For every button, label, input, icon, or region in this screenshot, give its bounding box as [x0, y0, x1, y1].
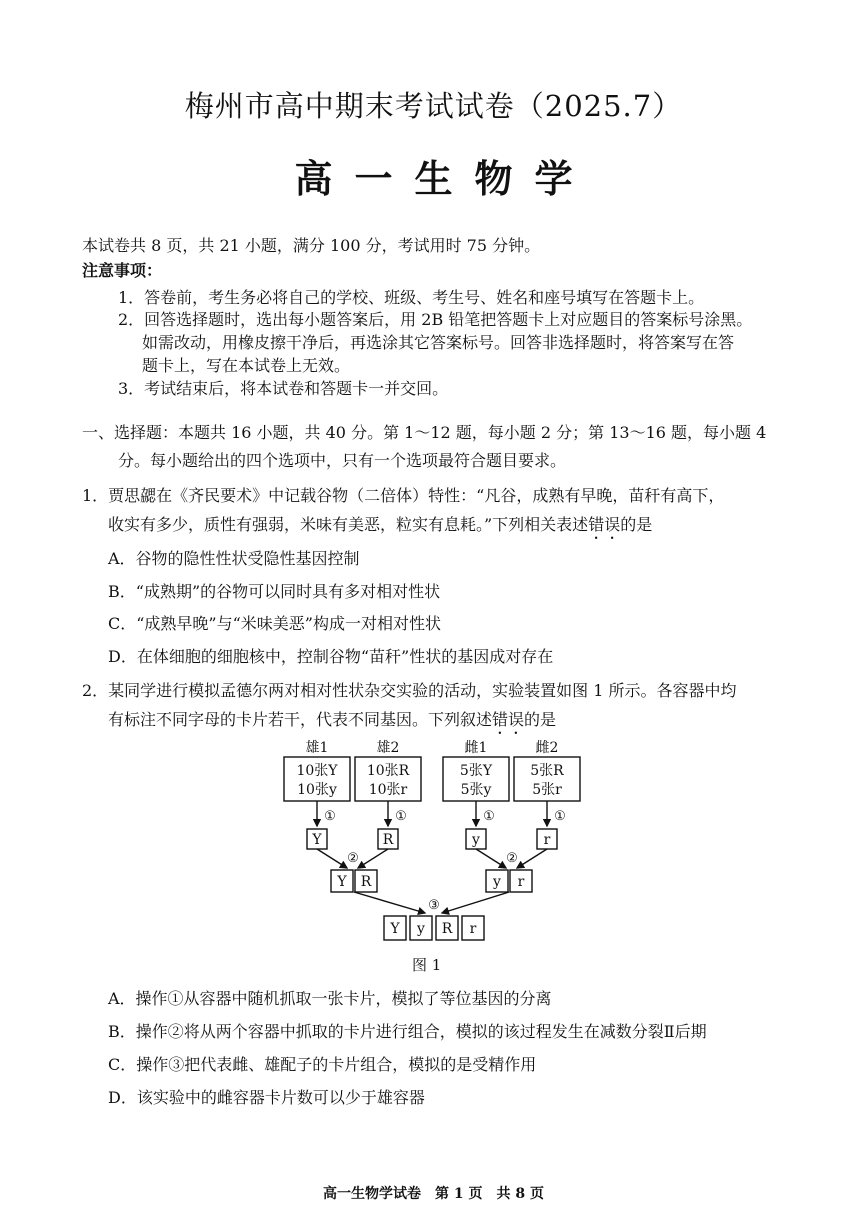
female-1-count-1: 5张Y — [459, 763, 493, 779]
final-3-text: R — [441, 921, 453, 937]
card-y-text: y — [472, 832, 480, 848]
pair-left-1-text: Y — [337, 874, 347, 890]
section1-instructions-cont: 分。每小题给出的四个选项中，只有一个选项最符合题目要求。 — [118, 451, 567, 470]
male-1-count-2: 10张y — [297, 782, 337, 798]
card-R-text: R — [382, 832, 394, 848]
q1-option-d: D．在体细胞的细胞核中，控制谷物“苗秆”性状的基因成对存在 — [108, 647, 554, 666]
notice-item-2-cont: 如需改动，用橡皮擦干净后，再选涂其它答案标号。回答非选择题时，将答案写在答 — [142, 333, 735, 352]
male-2-count-2: 10张r — [368, 782, 408, 798]
notice-item-2-cont2: 题卡上，写在本试卷上无效。 — [142, 356, 351, 375]
step-1-mark-b: ① — [395, 809, 407, 824]
figure-1-caption: 图 1 — [412, 956, 442, 974]
q2-option-d: D．该实验中的雌容器卡片数可以少于雄容器 — [108, 1088, 425, 1107]
q2-option-a: A．操作①从容器中随机抓取一张卡片，模拟了等位基因的分离 — [108, 989, 552, 1008]
step-1-mark-a: ① — [324, 809, 336, 824]
card-Y-text: Y — [312, 832, 322, 848]
notice-item-3: 3．考试结束后，将本试卷和答题卡一并交回。 — [118, 379, 449, 398]
male-2-count-1: 10张R — [366, 763, 410, 779]
final-4-text: r — [469, 921, 477, 937]
pair-left-2-text: R — [360, 874, 372, 890]
section1-instructions: 一、选择题：本题共 16 小题，共 40 分。第 1～12 题，每小题 2 分；第 13～16 题，每小题 4 — [82, 423, 767, 442]
final-1-text: Y — [390, 921, 400, 937]
q1-stem-end: 的是 — [620, 515, 653, 534]
female-2-count-2: 5张r — [532, 782, 562, 798]
final-2-text: y — [417, 921, 425, 937]
q2-stem-end: 的是 — [524, 710, 557, 729]
notice-heading: 注意事项： — [82, 261, 163, 280]
question-2-stem: 2．某同学进行模拟孟德尔两对相对性状杂交实验的活动，实验装置如图 1 所示。各容器中均 — [82, 681, 737, 700]
card-r-text: r — [543, 832, 551, 848]
label-female-2: 雌2 — [535, 740, 559, 756]
q2-stem-part: 有标注不同字母的卡片若干，代表不同基因。下列叙述 — [108, 710, 493, 729]
female-2-count-1: 5张R — [530, 763, 564, 779]
q1-option-c: C．“成熟早晚”与“米味美恶”构成一对相对性状 — [108, 614, 441, 633]
female-1-count-2: 5张y — [460, 782, 492, 798]
subject-title: 高一生物学 — [294, 156, 595, 201]
q1-emphasis: 错误 — [588, 515, 621, 534]
q1-option-b: B．“成熟期”的谷物可以同时具有多对相对性状 — [108, 582, 441, 601]
label-female-1: 雌1 — [464, 740, 488, 756]
q1-stem-part: 收实有多少，质性有强弱，米味有美恶，粒实有息耗。”下列相关表述 — [108, 515, 589, 534]
question-1-stem: 1．贾思勰在《齐民要术》中记载谷物（二倍体）特性：“凡谷，成熟有早晚，苗秆有高下， — [82, 486, 725, 505]
q2-option-b: B．操作②将从两个容器中抓取的卡片进行组合，模拟的该过程发生在减数分裂Ⅱ后期 — [108, 1022, 707, 1041]
label-male-1: 雄1 — [305, 740, 329, 756]
step-1-mark-c: ① — [483, 809, 495, 824]
q1-option-a: A．谷物的隐性性状受隐性基因控制 — [108, 549, 360, 568]
pair-right-2-text: r — [517, 874, 525, 890]
q2-option-c: C．操作③把代表雌、雄配子的卡片组合，模拟的是受精作用 — [108, 1055, 537, 1074]
step-1-mark-d: ① — [554, 809, 566, 824]
page-footer: 高一生物学试卷 第 1 页 共 8 页 — [323, 1186, 544, 1202]
exam-summary: 本试卷共 8 页，共 21 小题，满分 100 分，考试用时 75 分钟。 — [82, 236, 541, 255]
notice-item-1: 1．答卷前，考生务必将自己的学校、班级、考生号、姓名和座号填写在答题卡上。 — [118, 288, 705, 307]
pair-right-1-text: y — [493, 874, 501, 890]
notice-item-2: 2．回答选择题时，选出每小题答案后，用 2B 铅笔把答题卡上对应题目的答案标号涂黑。 — [118, 310, 753, 329]
q2-emphasis: 错误 — [492, 710, 525, 729]
label-male-2: 雄2 — [376, 740, 400, 756]
step-3-mark: ③ — [428, 898, 440, 913]
step-2-mark-right: ② — [506, 851, 518, 866]
male-1-count-1: 10张Y — [296, 763, 338, 779]
exam-title: 梅州市高中期末考试试卷（2025.7） — [184, 89, 683, 123]
step-2-mark-left: ② — [347, 851, 359, 866]
